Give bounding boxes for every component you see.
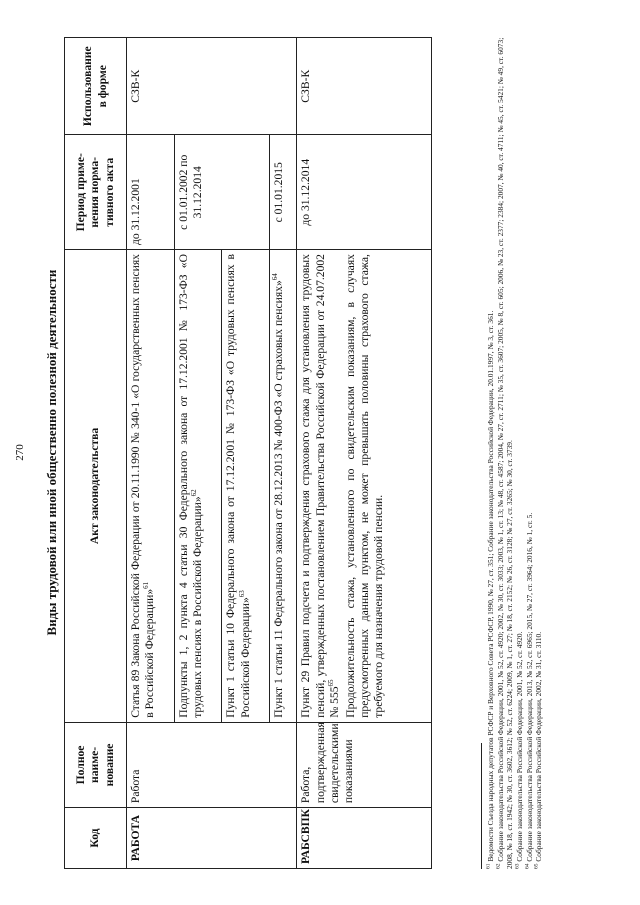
footnote-text: Собрание законодательства Российской Федерации, 2002, № 31, ст. 3110. (534, 631, 544, 862)
act-cell (270, 250, 297, 723)
footnote-ref: 62 (189, 489, 198, 497)
act-text: Пункт 29 Правил подсчета и подтверждения страхового стажа для установления трудовых пенсий, утвержденных постановлением Правительства Российской Федерации от 24.07.2002 № 555 (299, 254, 341, 718)
period-cell: с 01.01.2015 (270, 135, 297, 250)
header-period: Период приме-нения норма-тивного акта (65, 135, 127, 250)
act-cell (297, 250, 432, 723)
footnote-number: 62 (495, 863, 502, 869)
header-act: Акт законодательства (65, 250, 127, 723)
footnote (486, 37, 496, 869)
footnote (534, 37, 544, 869)
footnote-ref: 63 (237, 590, 246, 598)
table-row (297, 38, 432, 869)
period-cell: до 31.12.2001 (127, 135, 175, 250)
header-usage: Использование в форме (65, 38, 127, 136)
footnote-text: Собрание законодательства Российской Федерации, 2001, № 52, ст. 4920; 2002, № 30, ст. 3033; 2003, № 1, ст. 13; № 48, ст. 4587; 2004, № 27, ст. 2711; № 35, ст. 3607; 2005, № 8, ст. 605; 2006, № 23, ст. 2377; 2384; 2007, № 40, ст. 4711; № 45, ст. 5421; № 49, ст. 6073; 2008, № 18, ст. 1942; № 30, ст. 3602, 3612; № 52, ст. 6224; 2009, № 1, ст. 27; № 18, ст. 2152; № 26, ст. 3128; № 27, ст. 3265; № 30, ст. 3739. (495, 37, 515, 869)
footnote (496, 37, 515, 869)
footnote-text: Собрание законодательства Российской Федерации, 2001, № 52, ст. 4920. (514, 631, 524, 862)
act-text: Пункт 1 статьи 10 Федерального закона от 17.12.2001 № 173-ФЗ «О трудовых пенсиях в Российской Федерации» (224, 254, 252, 718)
act-cell (127, 250, 175, 723)
act-cell (222, 250, 270, 723)
period-cell: до 31.12.2014 (297, 135, 432, 250)
footnote-text: Собрание законодательства Российской Федерации, 2013, № 52, ст. 6965; 2015, № 27, ст. 3964; 2016, № 1, ст. 5. (524, 512, 534, 862)
footnote-number: 65 (533, 863, 540, 869)
full-name-cell: Работа, подтвержденная свидетельскими показаниями (297, 722, 432, 807)
usage-cell: СЗВ-К (297, 38, 432, 136)
act-extra-paragraph: Продолжительность стажа, установленного по свидетельским показаниям, в случаях предусмотренных данным пунктом, не может превышать половины страхового стажа, требуемого для назначения трудовой пенсии. (343, 254, 386, 718)
header-full-name: Полное наиме-нование (65, 722, 127, 807)
footnote-divider (481, 743, 482, 869)
table-header-row (65, 38, 127, 869)
footnote-text: Ведомости Съезда народных депутатов РСФСР и Верховного Совета РСФСР, 1990, № 27, ст. 351; Собрание законодательства Российской Федерации, 20.01.1997, № 3, ст. 361. (486, 310, 495, 862)
full-name-cell: Работа (127, 722, 297, 807)
header-code: Код (65, 808, 127, 869)
footnote-ref: 64 (271, 273, 280, 281)
footnotes-list (486, 37, 544, 869)
page-number: 270 (14, 444, 26, 461)
act-text: Подпункты 1, 2 пункта 4 статьи 30 Федерального закона от 17.12.2001 № 173-ФЗ «О трудовых пенсиях в Российской Федерации» (176, 254, 204, 718)
table-row (127, 38, 175, 869)
footnote (515, 37, 525, 869)
footnote-ref: 65 (326, 679, 335, 687)
footnote (525, 37, 535, 869)
footnote-number: 63 (514, 863, 521, 869)
act-text: Пункт 1 статьи 11 Федерального закона от 28.12.2013 № 400-ФЗ «О страховых пенсиях» (272, 280, 286, 718)
act-cell (174, 250, 222, 723)
code-cell: РАБСВПК (297, 808, 432, 869)
usage-cell: СЗВ-К (127, 38, 297, 136)
act-text: Статья 89 Закона Российской Федерации от 20.11.1990 № 340-1 «О государственных пенсиях в Российской Федерации» (129, 254, 157, 718)
code-cell: РАБОТА (127, 808, 297, 869)
document-title: Виды трудовой или иной общественно полезной деятельности (44, 269, 59, 636)
footnote-ref: 61 (142, 581, 151, 589)
act-main-paragraph (299, 254, 341, 718)
period-cell: с 01.01.2002 по 31.12.2014 (174, 135, 269, 250)
footnote-number: 64 (524, 863, 531, 869)
activity-types-table (64, 37, 432, 869)
footnote-number: 61 (485, 863, 492, 869)
